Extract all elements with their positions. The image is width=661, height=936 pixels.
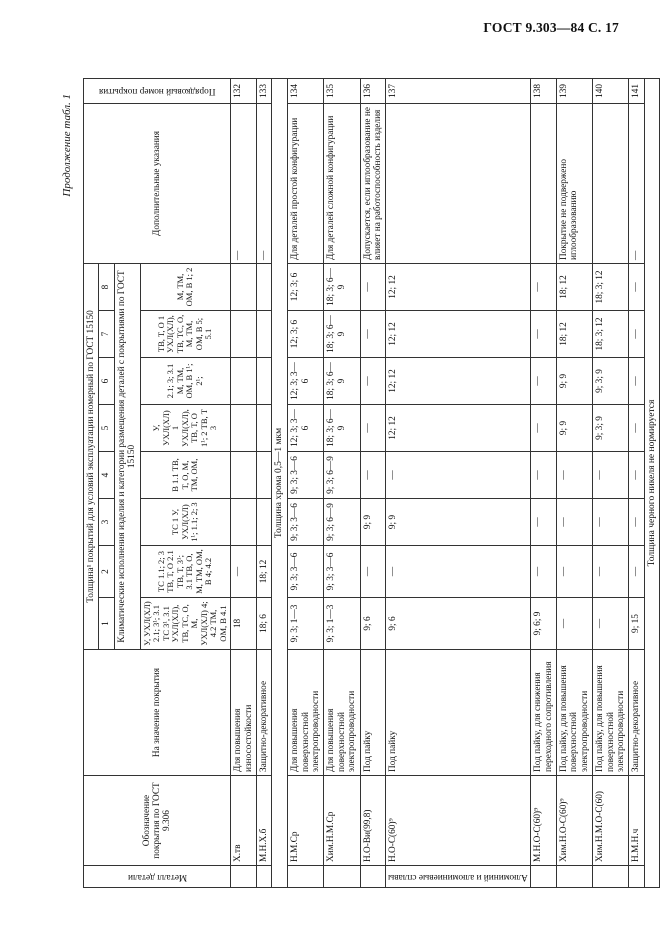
metal-cell xyxy=(257,866,272,888)
header-climate-3: ТС 1 У, УХЛ(ХЛ) 1¹; 1.1; 2; 3 xyxy=(140,499,231,546)
designation-cell: Н.М.Ср xyxy=(288,776,324,866)
thickness-cell-7: 12; 12 xyxy=(386,311,531,358)
notes-cell: — xyxy=(629,103,644,263)
purpose-cell: Для повышения поверхностной электропроводности xyxy=(324,650,360,776)
seq-number-cell: 138 xyxy=(531,78,557,103)
thickness-cell-5: — xyxy=(629,405,644,452)
metal-cell xyxy=(360,866,386,888)
seq-number-cell: 141 xyxy=(629,78,644,103)
header-designation: Обозначение покрытия по ГОСТ 9.306 xyxy=(84,776,231,866)
thickness-cell-3: — xyxy=(629,499,644,546)
thickness-cell-2: — xyxy=(386,546,531,598)
metal-cell xyxy=(629,866,644,888)
thickness-cell-4: — xyxy=(593,452,629,499)
table-row xyxy=(324,78,360,887)
notes-cell: Для деталей простой конфигурации xyxy=(288,103,324,263)
thickness-cell-8: — xyxy=(360,263,386,310)
thickness-cell-8 xyxy=(257,263,272,310)
thickness-cell-4 xyxy=(231,452,257,499)
thickness-cell-7 xyxy=(257,311,272,358)
thickness-cell-3: 9; 3; 3—6 xyxy=(288,499,324,546)
thickness-cell-7: 12; 3; 6 xyxy=(288,311,324,358)
thickness-cell-2: 18; 12 xyxy=(257,546,272,598)
thickness-cell-4: — xyxy=(556,452,592,499)
header-climate-5: У, УХЛ(ХЛ) 1 УХЛ(ХЛ), ТВ, Т, О 1¹; 2 ТВ, Т 3 xyxy=(140,405,231,452)
header-climate-4: В 1.1 ТВ, Т, О, М, ТМ, ОМ, xyxy=(140,452,231,499)
thickness-cell-6: — xyxy=(531,358,557,405)
notes-cell: — xyxy=(257,103,272,263)
notes-cell: Допускается, если иглообразование не влияет на работоспособность изделия xyxy=(360,103,386,263)
notes-cell xyxy=(386,103,531,263)
header-num-3: 3 xyxy=(99,499,114,546)
header-climatic: Климатические исполнения изделия и категории размещения деталей с покрытиями по ГОСТ 15150 xyxy=(114,263,140,649)
thickness-cell-7: 18; 3; 12 xyxy=(593,311,629,358)
thickness-cell-4: 9; 3; 3—6 xyxy=(288,452,324,499)
thickness-cell-3: — xyxy=(531,499,557,546)
thickness-cell-8: 12; 3; 6 xyxy=(288,263,324,310)
thickness-cell-6: — xyxy=(360,358,386,405)
thickness-cell-3: — xyxy=(593,499,629,546)
thickness-cell-4: — xyxy=(386,452,531,499)
thickness-cell-1: 9; 6 xyxy=(386,598,531,650)
notes-cell: Покрытие не подвержено иглообразованию xyxy=(556,103,592,263)
thickness-cell-6 xyxy=(257,358,272,405)
designation-cell: Н.О-С(60)⁹ xyxy=(386,776,531,866)
thickness-cell-6 xyxy=(231,358,257,405)
metal-cell xyxy=(593,866,629,888)
thickness-cell-5: 12; 3; 3—6 xyxy=(288,405,324,452)
notes-cell: — xyxy=(231,103,257,263)
thickness-cell-4: 9; 3; 6—9 xyxy=(324,452,360,499)
header-purpose: На значение покрытия xyxy=(84,650,231,776)
purpose-cell: Под пайку, для повышения поверхностной электропроводности xyxy=(556,650,592,776)
designation-cell: Х.тв xyxy=(231,776,257,866)
header-climate-1: У, УХЛ(ХЛ) 2.1; 3¹; 3.1 ТС 3¹, 3.1 УХЛ(ХЛ), ТВ, ТС, О, М, УХЛ(ХЛ) 4; 4.2 ТМ, ОМ, В 4.1 xyxy=(140,598,231,650)
header-num-6: 6 xyxy=(99,358,114,405)
thickness-cell-3: — xyxy=(556,499,592,546)
thickness-cell-5 xyxy=(231,405,257,452)
table-row xyxy=(593,78,629,887)
table-row xyxy=(288,78,324,887)
thickness-cell-7: — xyxy=(531,311,557,358)
purpose-cell: Для повышения износостойкости xyxy=(231,650,257,776)
purpose-cell: Защитно-декоративное xyxy=(629,650,644,776)
thickness-cell-2: 9; 3; 3—6 xyxy=(288,546,324,598)
purpose-cell: Для повышения поверхностной электропроводности xyxy=(288,650,324,776)
page-header: ГОСТ 9.303—84 С. 17 xyxy=(483,20,619,35)
span-note: Толщина черного никеля не нормируется xyxy=(644,78,660,887)
seq-number-cell: 134 xyxy=(288,78,324,103)
thickness-cell-2: — xyxy=(593,546,629,598)
thickness-cell-2: — xyxy=(629,546,644,598)
purpose-cell: Защитно-декоративное xyxy=(257,650,272,776)
thickness-cell-1: 18; 6 xyxy=(257,598,272,650)
designation-cell: Хим.Н.О-С(60)⁹ xyxy=(556,776,592,866)
designation-cell: Хим.Н.М.О-С(60) xyxy=(593,776,629,866)
thickness-cell-6: 12; 3; 3—6 xyxy=(288,358,324,405)
thickness-cell-4 xyxy=(257,452,272,499)
purpose-cell: Под пайку xyxy=(360,650,386,776)
thickness-cell-1: 9; 3; 1—3 xyxy=(324,598,360,650)
thickness-cell-6: 9; 9 xyxy=(556,358,592,405)
table-row xyxy=(629,78,644,887)
seq-number-cell: 135 xyxy=(324,78,360,103)
thickness-cell-3 xyxy=(231,499,257,546)
thickness-cell-8: — xyxy=(629,263,644,310)
thickness-cell-5: 18; 3; 6—9 xyxy=(324,405,360,452)
seq-number-cell: 136 xyxy=(360,78,386,103)
thickness-cell-4: — xyxy=(629,452,644,499)
header-seq: Порядковый номер покрытия xyxy=(84,78,231,103)
thickness-cell-3: 9; 3; 6—9 xyxy=(324,499,360,546)
notes-cell: Для деталей сложной конфигурации xyxy=(324,103,360,263)
metal-cell xyxy=(386,866,531,888)
continuation-title: Продолжение табл. 1 xyxy=(61,94,73,197)
thickness-cell-8: 18; 3; 6—9 xyxy=(324,263,360,310)
thickness-cell-5: 9; 9 xyxy=(556,405,592,452)
thickness-cell-8: 12; 12 xyxy=(386,263,531,310)
rotated-content xyxy=(61,83,657,888)
header-notes: Дополнительные указания xyxy=(84,103,231,263)
thickness-cell-1: — xyxy=(593,598,629,650)
table-row xyxy=(556,78,592,887)
thickness-cell-2: — xyxy=(360,546,386,598)
thickness-cell-1: 9; 6 xyxy=(360,598,386,650)
thickness-cell-1: — xyxy=(556,598,592,650)
thickness-cell-8: 18; 3; 12 xyxy=(593,263,629,310)
thickness-cell-8: — xyxy=(531,263,557,310)
thickness-cell-2: 9; 3; 3—6 xyxy=(324,546,360,598)
designation-cell: Н.М.Н.ч xyxy=(629,776,644,866)
designation-cell: Н.О-Ви(99,8) xyxy=(360,776,386,866)
notes-cell xyxy=(531,103,557,263)
table-row xyxy=(231,78,257,887)
thickness-cell-7: 18; 12 xyxy=(556,311,592,358)
span-row xyxy=(272,78,288,887)
header-num-5: 5 xyxy=(99,405,114,452)
designation-cell: Хим.Н.М.Ср xyxy=(324,776,360,866)
thickness-cell-2: — xyxy=(231,546,257,598)
thickness-cell-4: — xyxy=(360,452,386,499)
thickness-cell-7: — xyxy=(629,311,644,358)
span-row xyxy=(644,78,660,887)
metal-cell xyxy=(288,866,324,888)
table-row xyxy=(386,78,531,887)
header-num-7: 7 xyxy=(99,311,114,358)
thickness-cell-5: — xyxy=(360,405,386,452)
header-climate-6: 2.1; 3; 3.1 М, ТМ, ОМ, В 1¹; 2¹; xyxy=(140,358,231,405)
thickness-cell-1: 18 xyxy=(231,598,257,650)
seq-number-cell: 132 xyxy=(231,78,257,103)
thickness-cell-7 xyxy=(231,311,257,358)
metal-cell xyxy=(556,866,592,888)
header-num-2: 2 xyxy=(99,546,114,598)
span-note: Толщина хрома 0,5—1 мкм xyxy=(272,78,288,887)
thickness-cell-1: 9; 6; 9 xyxy=(531,598,557,650)
thickness-cell-5: — xyxy=(531,405,557,452)
header-metal: Металл детали xyxy=(84,866,231,888)
seq-number-cell: 139 xyxy=(556,78,592,103)
thickness-cell-3: 9; 9 xyxy=(360,499,386,546)
thickness-cell-1: 9; 15 xyxy=(629,598,644,650)
thickness-cell-2: — xyxy=(531,546,557,598)
thickness-cell-4: — xyxy=(531,452,557,499)
notes-cell xyxy=(593,103,629,263)
table-row xyxy=(360,78,386,887)
metal-cell xyxy=(324,866,360,888)
thickness-cell-6: 9; 3; 9 xyxy=(593,358,629,405)
purpose-cell: Под пайку, для снижения переходного сопротивления xyxy=(531,650,557,776)
thickness-cell-7: — xyxy=(360,311,386,358)
seq-number-cell: 137 xyxy=(386,78,531,103)
purpose-cell: Под пайку xyxy=(386,650,531,776)
seq-number-cell: 140 xyxy=(593,78,629,103)
header-num-8: 8 xyxy=(99,263,114,310)
thickness-cell-6: — xyxy=(629,358,644,405)
thickness-cell-7: 18; 3; 6—9 xyxy=(324,311,360,358)
header-climate-7: ТВ, Т, О 1 УХЛ(ХЛ), ТВ, ТС, О, М, ТМ, ОМ, В 5; 5.1 xyxy=(140,311,231,358)
header-climate-2: ТС 1.1; 2; 3 ТВ, Т, О 2.1 ТВ, Т, 3¹; 3.1 ТВ, О, М, ТМ, ОМ, В 4; 4.2 xyxy=(140,546,231,598)
table-row xyxy=(257,78,272,887)
header-num-4: 4 xyxy=(99,452,114,499)
purpose-cell: Под пайку, для повышения поверхностной электропроводности xyxy=(593,650,629,776)
thickness-cell-5 xyxy=(257,405,272,452)
thickness-cell-3: 9; 9 xyxy=(386,499,531,546)
thickness-cell-8 xyxy=(231,263,257,310)
table-row xyxy=(531,78,557,887)
designation-cell: М.Н.О-С(60)⁹ xyxy=(531,776,557,866)
thickness-cell-3 xyxy=(257,499,272,546)
coating-table xyxy=(83,78,660,888)
metal-cell xyxy=(231,866,257,888)
header-climate-8: М, ТМ, ОМ, В 1; 2 xyxy=(140,263,231,310)
metal-label: Алюминий и алюминиевые сплавы xyxy=(388,871,529,882)
designation-cell: М.Н.Х.б xyxy=(257,776,272,866)
thickness-cell-6: 18; 3; 6—9 xyxy=(324,358,360,405)
thickness-cell-1: 9; 3; 1—3 xyxy=(288,598,324,650)
header-num-1: 1 xyxy=(99,598,114,650)
metal-cell xyxy=(531,866,557,888)
thickness-cell-8: 18; 12 xyxy=(556,263,592,310)
rotated-table-area xyxy=(61,83,657,888)
thickness-cell-5: 12; 12 xyxy=(386,405,531,452)
thickness-cell-2: — xyxy=(556,546,592,598)
header-thickness-group: Толщина¹ покрытий для условий эксплуатации номерный по ГОСТ 15150 xyxy=(84,263,99,649)
seq-number-cell: 133 xyxy=(257,78,272,103)
thickness-cell-6: 12; 12 xyxy=(386,358,531,405)
thickness-cell-5: 9; 3; 9 xyxy=(593,405,629,452)
